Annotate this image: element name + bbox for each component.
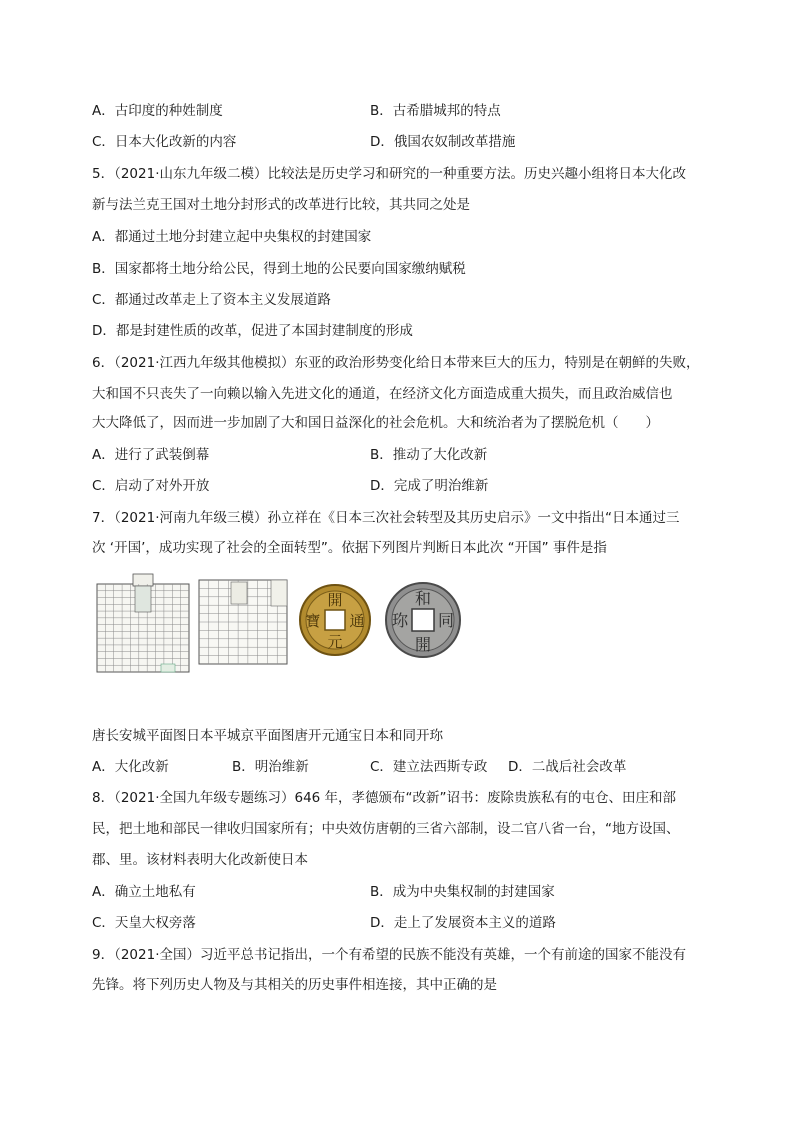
q7-figures	[95, 572, 475, 680]
q7-option-a: A．大化改新	[92, 759, 169, 775]
q7-figures-svg	[95, 572, 475, 680]
q5-option-a: A．都通过土地分封建立起中央集权的封建国家	[92, 229, 372, 245]
q7-figure-caption: 唐长安城平面图日本平城京平面图唐开元通宝日本和同开珎	[92, 728, 443, 744]
q5-option-d: D．都是封建性质的改革，促进了本国封建制度的形成	[92, 323, 413, 339]
q6-stem-line-2: 大和国不只丧失了一向赖以输入先进文化的通道，在经济文化方面造成重大损失，而且政治威信也	[92, 386, 673, 402]
q9-stem-line-1: 9．（2021·全国）习近平总书记指出，一个有希望的民族不能没有英雄，一个有前途的国家不能没有	[92, 947, 686, 963]
q7-stem-line-1: 7．（2021·河南九年级三模）孙立祥在《日本三次社会转型及其历史启示》一文中指出“日本通过三	[92, 510, 680, 526]
q6-option-d: D．完成了明治维新	[370, 478, 489, 494]
q7-stem-line-2: 次 ‘开国’，成功实现了社会的全面转型”。依据下列图片判断日本此次 “开国” 事件是指	[92, 540, 607, 556]
kaiyuan-tongbao-coin-image	[300, 585, 370, 655]
q7-option-c: C．建立法西斯专政	[370, 759, 488, 775]
q5-option-c: C．都通过改革走上了资本主义发展道路	[92, 292, 331, 308]
q6-option-c: C．启动了对外开放	[92, 478, 210, 494]
q8-option-d: D．走上了发展资本主义的道路	[370, 915, 556, 931]
q4-option-a: A．古印度的种姓制度	[92, 103, 223, 119]
q4-option-b: B．古希腊城邦的特点	[370, 103, 501, 119]
heijokyo-city-plan-image	[199, 580, 287, 664]
changan-city-plan-image	[97, 574, 189, 672]
q8-stem-line-2: 民，把土地和部民一律收归国家所有；中央效仿唐朝的三省六部制，设二官八省一台，“地方设国、	[92, 821, 680, 837]
coin1-char-right: 通	[349, 612, 365, 630]
q8-stem-line-1: 8．（2021·全国九年级专题练习）646 年，孝德颁布“改新”诏书：废除贵族私有的屯仓、田庄和部	[92, 790, 677, 806]
wado-kaichin-coin-image	[386, 583, 460, 657]
q6-stem-line-1: 6．（2021·江西九年级其他模拟）东亚的政治形势变化给日本带来巨大的压力，特别是在朝鲜的失败，	[92, 355, 700, 371]
coin1-char-left: 寶	[305, 612, 321, 630]
coin1-char-top: 開	[327, 591, 343, 609]
coin1-char-bottom: 元	[327, 633, 343, 651]
q5-option-b: B．国家都将土地分给公民，得到土地的公民要向国家缴纳赋税	[92, 261, 466, 277]
q6-option-b: B．推动了大化改新	[370, 447, 488, 463]
q9-stem-line-2: 先锋。将下列历史人物及与其相关的历史事件相连接，其中正确的是	[92, 977, 497, 993]
q8-stem-line-3: 郡、里。该材料表明大化改新使日本	[92, 852, 308, 868]
q4-option-c: C．日本大化改新的内容	[92, 134, 237, 150]
q6-option-a: A．进行了武装倒幕	[92, 447, 210, 463]
q5-stem-line-2: 新与法兰克王国对土地分封形式的改革进行比较，其共同之处是	[92, 197, 470, 213]
coin2-char-left: 珎	[391, 611, 409, 630]
q4-option-d: D．俄国农奴制改革措施	[370, 134, 516, 150]
q7-option-d: D．二战后社会改革	[508, 759, 627, 775]
coin2-char-bottom: 開	[414, 635, 432, 654]
q8-option-b: B．成为中央集权制的封建国家	[370, 884, 555, 900]
coin2-char-top: 和	[414, 589, 432, 608]
q6-stem-line-3: 大大降低了，因而进一步加剧了大和国日益深化的社会危机。大和统治者为了摆脱危机（ ）	[92, 415, 659, 431]
q8-option-c: C．天皇大权旁落	[92, 915, 196, 931]
q5-stem-line-1: 5．（2021·山东九年级二模）比较法是历史学习和研究的一种重要方法。历史兴趣小组将日本大化改	[92, 166, 686, 182]
coin2-char-right: 同	[437, 611, 455, 630]
q7-option-b: B．明治维新	[232, 759, 309, 775]
q8-option-a: A．确立土地私有	[92, 884, 196, 900]
